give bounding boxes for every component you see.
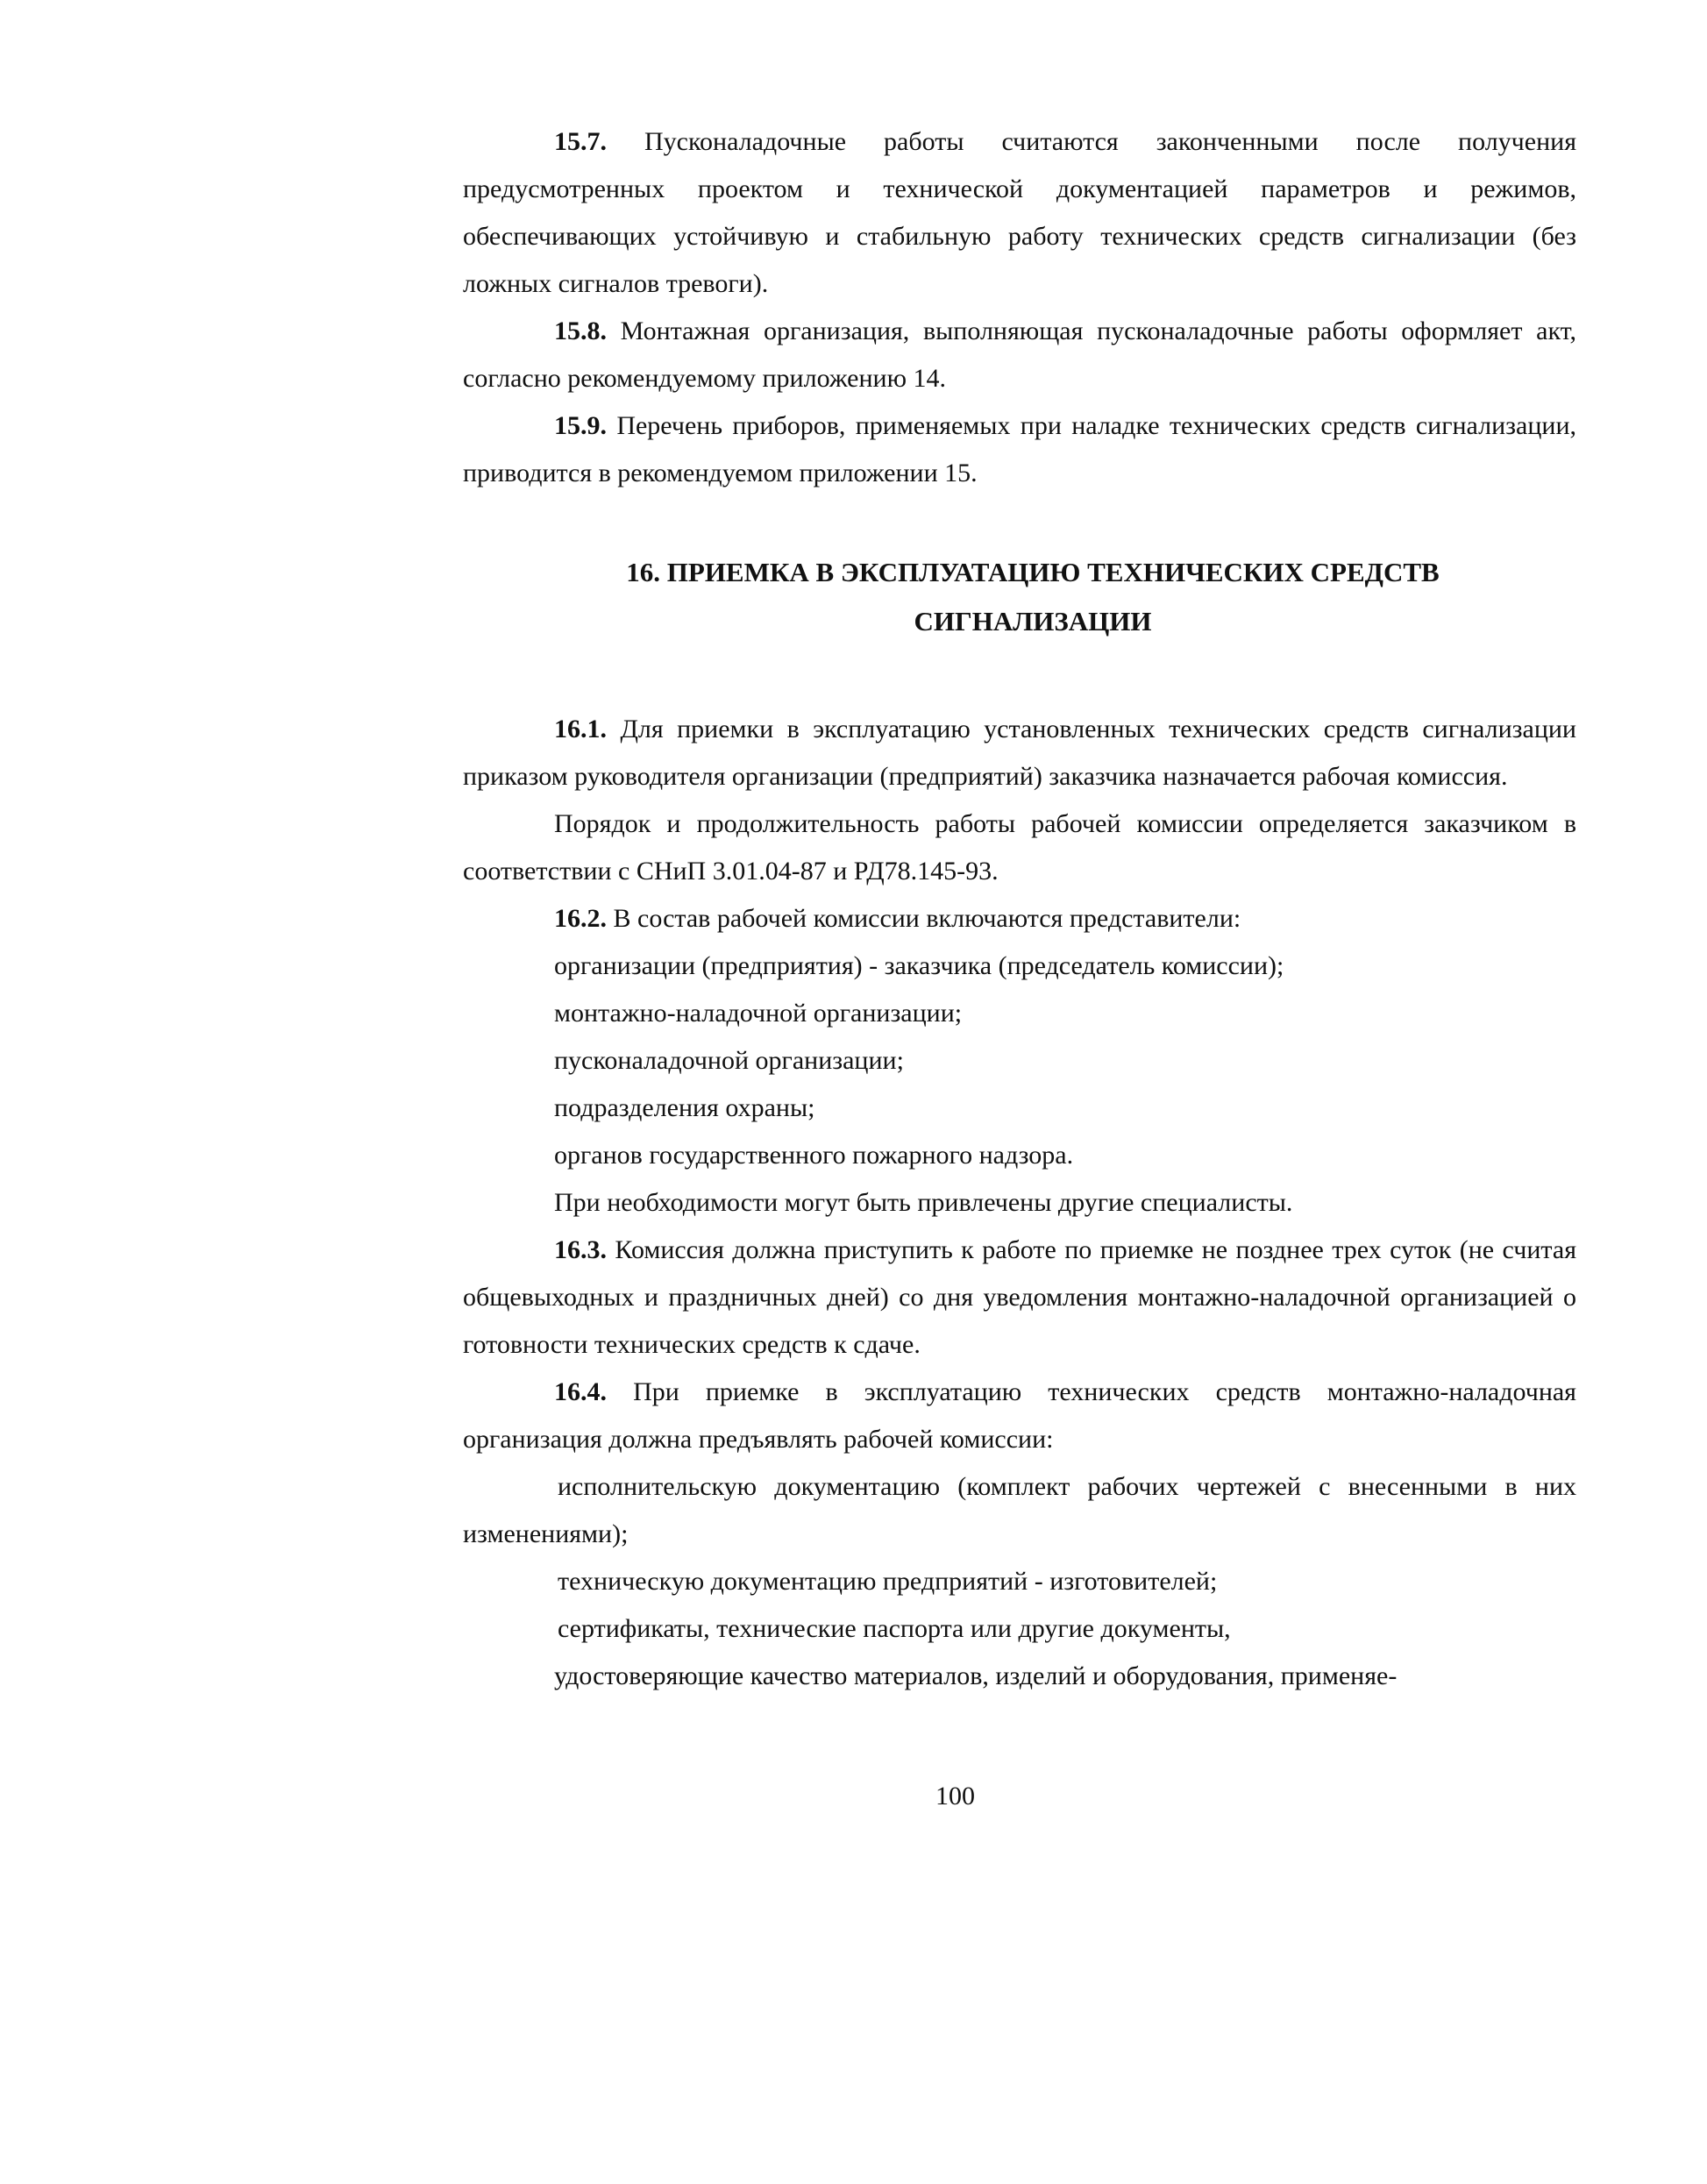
clause-number: 15.8. (554, 317, 607, 345)
document-page (463, 118, 1576, 1700)
section-heading-line-2: СИГНАЛИЗАЦИИ (914, 606, 1152, 637)
paragraph-15-9 (463, 402, 1576, 497)
section-heading (463, 548, 1576, 646)
clause-text: Для приемки в эксплуатацию установленных технических средств сигнализации приказом руководителя организации (предприятий) заказчика назначается рабочая комиссия. (463, 715, 1576, 791)
clause-text: Перечень приборов, применяемых при наладке технических средств сигнализации, приводится в рекомендуемом приложении 15. (463, 411, 1576, 487)
paragraph-16-3 (463, 1227, 1576, 1369)
clause-number: 16.1. (554, 715, 607, 743)
clause-text: Монтажная организация, выполняющая пусконаладочные работы оформляет акт, согласно рекомендуемому приложению 14. (463, 317, 1576, 393)
paragraph-16-4 (463, 1369, 1576, 1463)
clause-number: 15.9. (554, 411, 607, 440)
section-heading-line-1: 16. ПРИЕМКА В ЭКСПЛУАТАЦИЮ ТЕХНИЧЕСКИХ СРЕДСТВ (626, 557, 1440, 587)
paragraph-16-1 (463, 706, 1576, 800)
clause-number: 15.7. (554, 127, 607, 156)
clause-number: 16.4. (554, 1377, 607, 1406)
paragraph-15-8 (463, 308, 1576, 402)
list-item: сертификаты, технические паспорта или другие документы, (558, 1614, 1231, 1643)
list-item: организации (предприятия) - заказчика (председатель комиссии); (554, 951, 1284, 980)
clause-text: Пусконаладочные работы считаются законченными после получения предусмотренных проектом и технической документацией параметров и режимов, обеспечивающих устойчивую и стабильную работу технических средств сигнализации (без ложных сигналов тревоги). (463, 127, 1576, 298)
paragraph-16-1-order: Порядок и продолжительность работы рабочей комиссии определяется заказчиком в соответствии с СНиП 3.01.04-87 и РД78.145-93. (463, 809, 1576, 886)
paragraph-16-2 (463, 895, 1576, 943)
clause-text: В состав рабочей комиссии включаются представители: (607, 904, 1241, 933)
paragraph-16-2-specialists: При необходимости могут быть привлечены другие специалисты. (554, 1188, 1293, 1217)
list-item: подразделения охраны; (554, 1093, 815, 1122)
list-item: исполнительскую документацию (комплект рабочих чертежей с внесенными в них изменениями); (463, 1472, 1576, 1548)
clause-number: 16.2. (554, 904, 607, 933)
clause-text: Комиссия должна приступить к работе по приемке не позднее трех суток (не считая общевыходных и праздничных дней) со дня уведомления монтажно-наладочной организацией о готовности технических средств к сдаче. (463, 1235, 1576, 1359)
list-item: техническую документацию предприятий - изготовителей; (558, 1567, 1218, 1596)
list-item: органов государственного пожарного надзора. (554, 1141, 1074, 1170)
clause-number: 16.3. (554, 1235, 607, 1264)
list-item: пусконаладочной организации; (554, 1046, 904, 1075)
page-number: 100 (935, 1782, 975, 1811)
list-item: монтажно-наладочной организации; (554, 999, 963, 1028)
paragraph-15-7 (463, 118, 1576, 308)
clause-text: При приемке в эксплуатацию технических средств монтажно-наладочная организация должна предъявлять рабочей комиссии: (463, 1377, 1576, 1454)
list-item: удостоверяющие качество материалов, изделий и оборудования, применяе- (554, 1661, 1398, 1690)
